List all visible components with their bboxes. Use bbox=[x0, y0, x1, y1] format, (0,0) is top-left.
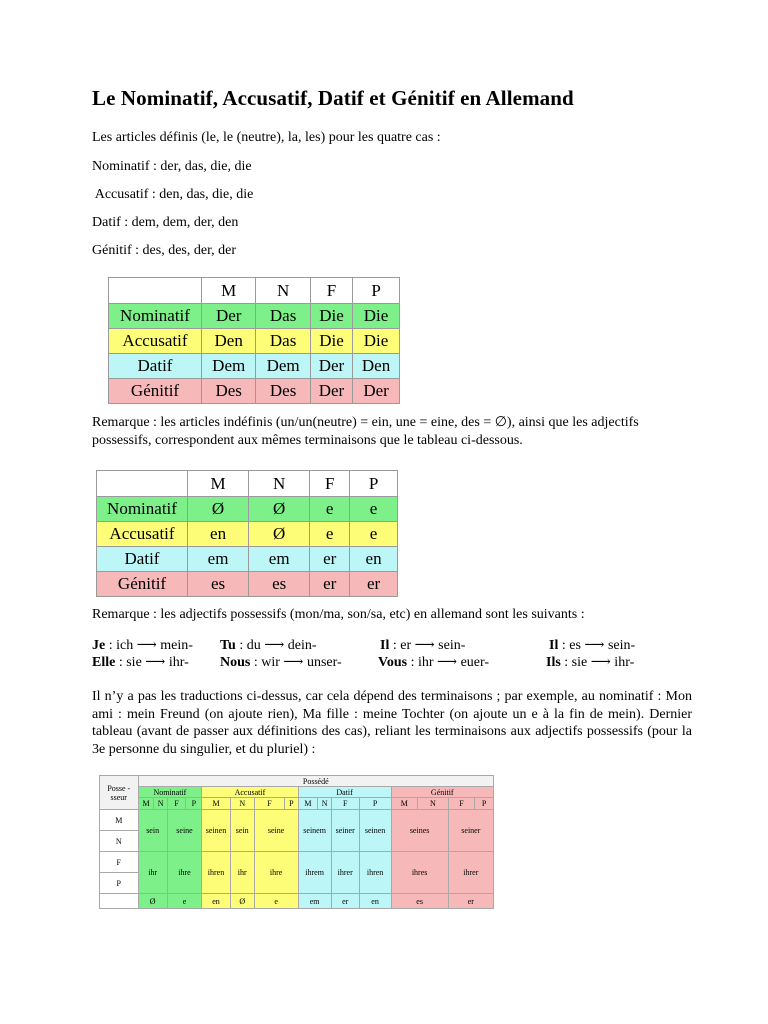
header-corner bbox=[109, 278, 202, 304]
gender-p: P bbox=[285, 798, 298, 810]
posseseur-header: Posse -sseur bbox=[100, 776, 139, 810]
gender-n: N bbox=[230, 798, 254, 810]
header-corner bbox=[97, 471, 188, 497]
table-cell: Dem bbox=[202, 354, 256, 379]
table-cell: en bbox=[188, 522, 249, 547]
table-cell: seinem bbox=[298, 810, 331, 852]
accusatif-line: Accusatif : den, das, die, die bbox=[92, 187, 254, 202]
row-label: Génitif bbox=[109, 379, 202, 404]
table-row bbox=[97, 522, 398, 547]
table-cell: ihrer bbox=[331, 852, 359, 894]
row-label-n: N bbox=[100, 831, 139, 852]
pronoun-il-es: Il : es ⟶ sein- bbox=[549, 638, 636, 653]
table-row bbox=[97, 547, 398, 572]
table-cell: er bbox=[350, 572, 398, 597]
table-cell: seinen bbox=[359, 810, 391, 852]
gender-m: M bbox=[391, 798, 418, 810]
table-cell: Den bbox=[202, 329, 256, 354]
table-cell: Der bbox=[310, 379, 352, 404]
gender-f: F bbox=[254, 798, 285, 810]
gender-f: F bbox=[167, 798, 186, 810]
pronoun-ils: Ils : sie ⟶ ihr- bbox=[546, 655, 635, 670]
table-cell: es bbox=[249, 572, 310, 597]
gender-p: P bbox=[475, 798, 494, 810]
remark-indefinite: Remarque : les articles indéfinis (un/un(neutre) = ein, une = eine, des = ∅), ainsi que les adjectifs possessifs, correspondent aux mêmes terminaisons que le tableau ci-dessous. bbox=[92, 415, 639, 448]
table-cell: en bbox=[202, 894, 230, 909]
table-cell: Ø bbox=[249, 497, 310, 522]
table-row bbox=[109, 304, 400, 329]
table-row bbox=[109, 354, 400, 379]
table-cell: seiner bbox=[331, 810, 359, 852]
table-cell: Die bbox=[310, 304, 352, 329]
gender-n: N bbox=[318, 798, 331, 810]
table-cell: seine bbox=[167, 810, 202, 852]
row-label: Nominatif bbox=[109, 304, 202, 329]
header-p: P bbox=[350, 471, 398, 497]
table-cell: Die bbox=[310, 329, 352, 354]
table-row bbox=[109, 379, 400, 404]
table-cell: e bbox=[310, 497, 350, 522]
table-cell: Der bbox=[202, 304, 256, 329]
table-cell: Des bbox=[202, 379, 256, 404]
table-cell: er bbox=[448, 894, 493, 909]
table-cell: Der bbox=[353, 379, 400, 404]
table-cell: Die bbox=[353, 304, 400, 329]
endings-table bbox=[96, 470, 398, 597]
table-cell: ihre bbox=[167, 852, 202, 894]
table-cell: Dem bbox=[256, 354, 310, 379]
header-m: M bbox=[202, 278, 256, 304]
table-cell: ihrer bbox=[448, 852, 493, 894]
table-cell: er bbox=[310, 572, 350, 597]
table-row bbox=[109, 329, 400, 354]
table-cell: sein bbox=[138, 810, 167, 852]
row-label: Nominatif bbox=[97, 497, 188, 522]
table-cell: seinen bbox=[202, 810, 230, 852]
table-cell: ihres bbox=[391, 852, 448, 894]
row-label: Accusatif bbox=[97, 522, 188, 547]
table-cell: Des bbox=[256, 379, 310, 404]
page-title: Le Nominatif, Accusatif, Datif et Génitif en Allemand bbox=[92, 86, 574, 110]
gender-f: F bbox=[331, 798, 359, 810]
table-cell: ihr bbox=[138, 852, 167, 894]
row-label: Datif bbox=[97, 547, 188, 572]
table-cell: Das bbox=[256, 304, 310, 329]
row-label-p: P bbox=[100, 873, 139, 894]
table-cell: Ø bbox=[138, 894, 167, 909]
possede-header: Possédé bbox=[138, 776, 493, 787]
table-cell: ihren bbox=[202, 852, 230, 894]
datif-line: Datif : dem, dem, der, den bbox=[92, 215, 239, 230]
table-cell: e bbox=[350, 522, 398, 547]
possessive-table bbox=[99, 775, 494, 909]
header-f: F bbox=[310, 278, 352, 304]
table-cell: en bbox=[350, 547, 398, 572]
table-cell: e bbox=[350, 497, 398, 522]
gender-m: M bbox=[298, 798, 318, 810]
row-label: Datif bbox=[109, 354, 202, 379]
explanation-paragraph: Il n’y a pas les traductions ci-dessus, car cela dépend des terminaisons ; par exemple, au nominatif : Mon ami : mein Freund (on ajoute rien), Ma fille : meine Tochter (on ajoute un e à la fin de mein). Dernier tableau (avant de passer aux définitions des cas), reliant les terminaisons aux adjectifs possessifs (pour la 3e personne du singulier, et du pluriel) : bbox=[92, 689, 692, 757]
pronoun-vous: Vous : ihr ⟶ euer- bbox=[378, 655, 490, 670]
row-label: Accusatif bbox=[109, 329, 202, 354]
intro-text: Les articles définis (le, le (neutre), la, les) pour les quatre cas : bbox=[92, 130, 441, 145]
table-cell: ihre bbox=[254, 852, 298, 894]
row-label: Génitif bbox=[97, 572, 188, 597]
header-p: P bbox=[353, 278, 400, 304]
case-datif: Datif bbox=[298, 787, 391, 798]
table-cell: ihren bbox=[359, 852, 391, 894]
table-cell: sein bbox=[230, 810, 254, 852]
header-n: N bbox=[256, 278, 310, 304]
header-m: M bbox=[188, 471, 249, 497]
table-cell: Ø bbox=[188, 497, 249, 522]
table-cell: er bbox=[310, 547, 350, 572]
nominatif-line: Nominatif : der, das, die, die bbox=[92, 159, 252, 174]
table-cell: Die bbox=[353, 329, 400, 354]
table-cell: es bbox=[391, 894, 448, 909]
gender-n: N bbox=[154, 798, 167, 810]
table-row bbox=[97, 572, 398, 597]
table-cell: es bbox=[188, 572, 249, 597]
case-genitif: Génitif bbox=[391, 787, 493, 798]
table-cell: ihrem bbox=[298, 852, 331, 894]
table-cell: er bbox=[331, 894, 359, 909]
table-cell: Ø bbox=[230, 894, 254, 909]
pronoun-tu: Tu : du ⟶ dein- bbox=[220, 638, 317, 653]
definite-articles-table bbox=[108, 277, 400, 404]
table-cell: seiner bbox=[448, 810, 493, 852]
table-cell: Ø bbox=[249, 522, 310, 547]
pronoun-je: Je : ich ⟶ mein- bbox=[92, 638, 193, 653]
table-cell: ihr bbox=[230, 852, 254, 894]
table-cell: e bbox=[167, 894, 202, 909]
case-accusatif: Accusatif bbox=[202, 787, 298, 798]
table-cell: seines bbox=[391, 810, 448, 852]
pronoun-nous: Nous : wir ⟶ unser- bbox=[220, 655, 342, 670]
gender-f: F bbox=[448, 798, 475, 810]
case-nominatif: Nominatif bbox=[138, 787, 202, 798]
table-cell: em bbox=[298, 894, 331, 909]
table-cell: Den bbox=[353, 354, 400, 379]
gender-m: M bbox=[202, 798, 230, 810]
gender-n: N bbox=[418, 798, 449, 810]
table-cell: em bbox=[188, 547, 249, 572]
row-label-f: F bbox=[100, 852, 139, 873]
table-cell: e bbox=[254, 894, 298, 909]
table-cell: e bbox=[310, 522, 350, 547]
gender-p: P bbox=[359, 798, 391, 810]
endings-label bbox=[100, 894, 139, 909]
pronoun-elle: Elle : sie ⟶ ihr- bbox=[92, 655, 189, 670]
table-cell: em bbox=[249, 547, 310, 572]
remark-possessives: Remarque : les adjectifs possessifs (mon/ma, son/sa, etc) en allemand sont les suivants : bbox=[92, 607, 585, 622]
table-cell: Der bbox=[310, 354, 352, 379]
table-row bbox=[97, 497, 398, 522]
row-label-m: M bbox=[100, 810, 139, 831]
header-n: N bbox=[249, 471, 310, 497]
gender-p: P bbox=[186, 798, 202, 810]
table-cell: seine bbox=[254, 810, 298, 852]
pronoun-il-er: Il : er ⟶ sein- bbox=[380, 638, 466, 653]
genitif-line: Génitif : des, des, der, der bbox=[92, 243, 237, 258]
table-cell: en bbox=[359, 894, 391, 909]
table-cell: Das bbox=[256, 329, 310, 354]
header-f: F bbox=[310, 471, 350, 497]
gender-m: M bbox=[138, 798, 154, 810]
